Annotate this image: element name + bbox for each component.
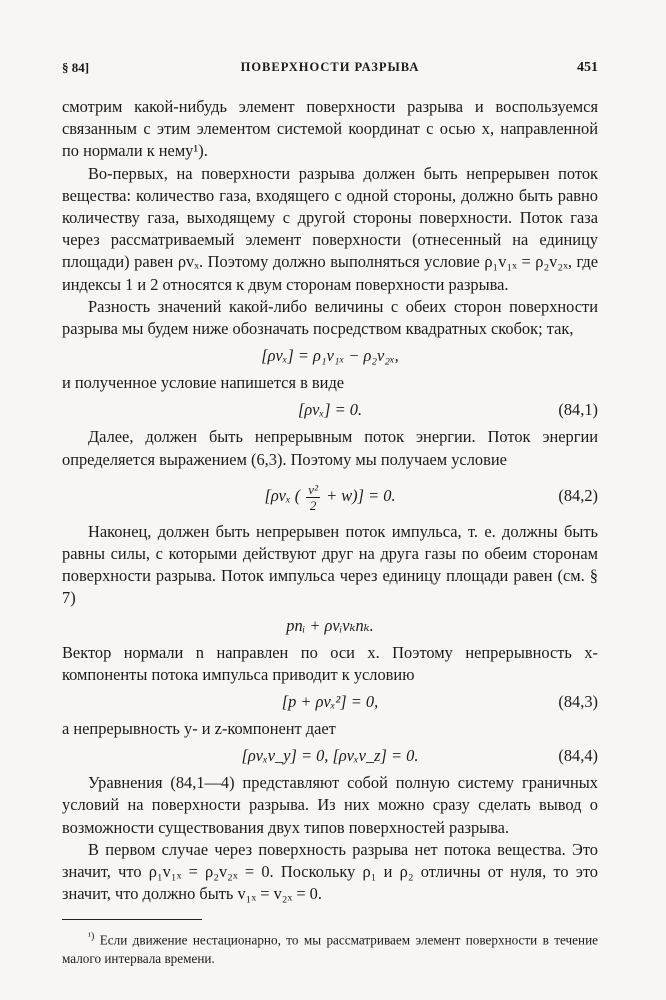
equation-definition	[62, 342, 598, 370]
paragraph: Наконец, должен быть непрерывен поток импульса, т. е. должны быть равны силы, с которыми действуют друг на друга газы по обеим сторонам поверхности разрыва. Поток импульса через единицу площади равен (см. § 7)	[62, 521, 598, 608]
equation-number: (84,3)	[558, 692, 598, 712]
equation-84-4	[62, 742, 598, 770]
footnote	[62, 928, 598, 967]
footnote-rule	[62, 919, 202, 920]
equation-formula: [ρvₓ] = ρ₁v₁ₓ − ρ₂v₂ₓ,	[261, 346, 399, 366]
equation-number: (84,4)	[558, 746, 598, 766]
fraction	[306, 482, 320, 513]
equation-rhs: + w)] = 0.	[326, 485, 396, 505]
equation-84-2	[62, 473, 598, 519]
paragraph: а непрерывность y- и z-компонент дает	[62, 719, 336, 739]
paragraph: Вектор нормали n направлен по оси x. Поэтому непрерывность x-компоненты потока импульса приводит к условию	[62, 642, 598, 684]
equation-number: (84,1)	[558, 400, 598, 420]
footnote-text: Если движение нестационарно, то мы рассматриваем элемент поверхности в течение малого интервала времени.	[62, 932, 599, 966]
equation-momentum-flux	[62, 612, 598, 640]
equation-formula: [ρvₓ] = 0.	[297, 400, 363, 420]
paragraph: Далее, должен быть непрерывным поток энергии. Поток энергии определяется выражением (6,3). Поэтому мы получаем условие	[62, 427, 598, 469]
book-page	[62, 60, 598, 968]
footnote-marker: ¹)	[88, 931, 95, 943]
equation-84-3	[62, 688, 598, 716]
page-body	[62, 96, 598, 905]
paragraph: Во-первых, на поверхности разрыва должен быть непрерывен поток вещества: количество газа, входящего с одной стороны, должно быть равно количеству газа, выходящему с другой стороны поверхности. Поток газа через рассматриваемый элемент поверхности (отнесенный на единицу площади) равен ρvₓ. Поэтому должно выполняться условие ρ₁v₁ₓ = ρ₂v₂ₓ, где индексы 1 и 2 относятся к двум сторонам поверхности разрыва.	[62, 163, 598, 294]
paragraph: Уравнения (84,1—4) представляют собой полную систему граничных условий на поверхности разрыва. Из них можно сразу сделать вывод о возможности существования двух типов поверхностей разрыва.	[62, 773, 598, 837]
paragraph: Разность значений какой-либо величины с обеих сторон поверхности разрыва мы будем ниже обозначать посредством квадратных скобок; так,	[62, 296, 598, 339]
paragraph: и полученное условие напишется в виде	[62, 373, 345, 393]
fraction-denominator: 2	[309, 497, 317, 513]
equation-lhs: [ρvₓ (	[264, 485, 301, 505]
equation-formula: [ρvₓv_y] = 0, [ρvₓv_z] = 0.	[241, 746, 419, 766]
page-number: 451	[577, 60, 598, 75]
paragraph: смотрим какой-нибудь элемент поверхности разрыва и воспользуемся связанным с этим элементом системой координат с осью x, направленной по нормали к нему¹).	[62, 97, 598, 161]
equation-formula	[62, 473, 598, 519]
equation-formula: [p + ρvₓ²] = 0,	[281, 692, 379, 712]
section-marker: § 84]	[62, 60, 90, 75]
fraction-numerator: v²	[308, 481, 318, 497]
running-head	[62, 60, 598, 82]
equation-number: (84,2)	[558, 485, 598, 505]
equation-84-1	[62, 396, 598, 424]
equation-formula: pnᵢ + ρvᵢvₖnₖ.	[286, 615, 374, 635]
chapter-title: ПОВЕРХНОСТИ РАЗРЫВА	[240, 60, 420, 74]
paragraph: В первом случае через поверхность разрыва нет потока вещества. Это значит, что ρ₁v₁ₓ = ρ₂v₂ₓ = 0. Поскольку ρ₁ и ρ₂ отличны от нуля, то это значит, что должно быть v₁ₓ = v₂ₓ = 0.	[62, 839, 598, 904]
